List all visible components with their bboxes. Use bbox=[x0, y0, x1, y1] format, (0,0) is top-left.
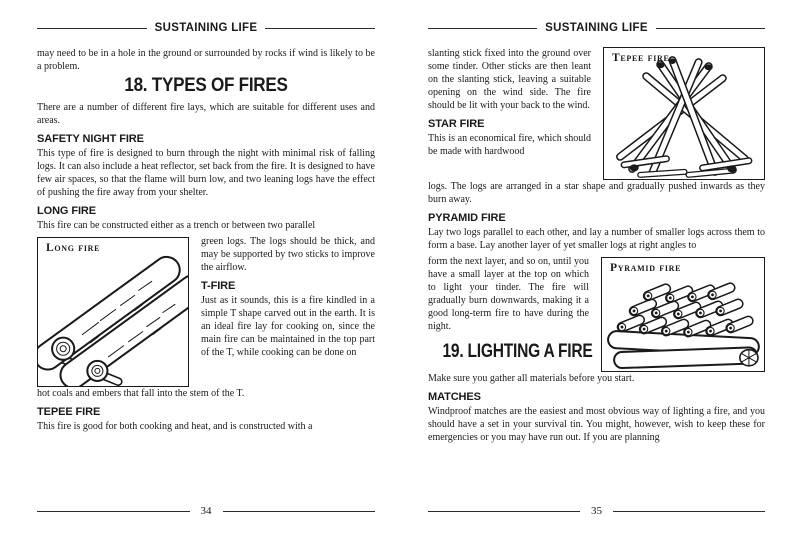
paragraph-t-fire-below: hot coals and embers that fall into the stem of the T. bbox=[37, 388, 245, 399]
paragraph-matches: Windproof matches are the easiest and most obvious way of lighting a fire, and you should have a set in your survival tin. You might, however, wish to keep these for emergencies or you may have run out. If you are planning bbox=[428, 406, 765, 443]
paragraph-t-fire-beside: Just as it sounds, this is a fire kindled in a simple T shape carved out in the earth. It is an ideal fire lay for cooking on, since the main fire can be maintained in the top part of the T, while cooking can be done on bbox=[201, 295, 375, 358]
footer-rule bbox=[613, 511, 765, 512]
paragraph-long-fire-intro: This fire can be constructed either as a trench or between two parallel bbox=[37, 220, 316, 231]
paragraph-chapter-intro: There are a number of different fire lays, which are suitable for different uses and areas. bbox=[37, 102, 375, 126]
chapter-heading-lighting-a-fire: 19. LIGHTING A FIRE bbox=[442, 341, 593, 362]
paragraph-safety-night-fire: This type of fire is designed to burn through the night with minimal risk of falling logs. It can also include a heat reflector, set back from the fire. It is designed to have few air spaces, so that the flame will burn low, and two leaning logs have the effect of pushing the fire away from your shelter. bbox=[37, 148, 375, 198]
footer-rule bbox=[428, 511, 580, 512]
section-heading-star-fire: STAR FIRE bbox=[428, 118, 485, 130]
page-body-right bbox=[428, 47, 765, 505]
section-heading-tepee-fire: TEPEE FIRE bbox=[37, 406, 101, 418]
header-rule bbox=[265, 28, 375, 29]
pyramid-fire-row bbox=[428, 255, 765, 372]
long-fire-illustration bbox=[38, 238, 188, 386]
tepee-fire-illustration bbox=[604, 48, 764, 179]
section-heading-long-fire: LONG FIRE bbox=[37, 205, 96, 217]
figure-pyramid-fire bbox=[601, 257, 765, 372]
long-fire-text-column bbox=[201, 235, 375, 362]
paragraph-star-fire-below: logs. The logs are arranged in a star shape and gradually pushed inwards as they burn away. bbox=[428, 181, 765, 205]
pyramid-text-column bbox=[428, 255, 593, 362]
figure-caption-long-fire: Long fire bbox=[46, 242, 101, 254]
page-footer-right bbox=[428, 505, 765, 517]
paragraph-tepee-fire-start: This fire is good for both cooking and heat, and is constructed with a bbox=[37, 421, 313, 432]
figure-caption-tepee-fire: Tepee fire bbox=[612, 52, 670, 64]
page-body-left bbox=[37, 47, 375, 505]
paragraph-long-fire-beside: green logs. The logs should be thick, and may be supported by two sticks to improve the airflow. bbox=[201, 236, 375, 273]
footer-rule bbox=[37, 511, 190, 512]
running-header-title: SUSTAINING LIFE bbox=[154, 22, 258, 34]
tepee-fire-row bbox=[428, 47, 765, 180]
figure-long-fire bbox=[37, 237, 189, 387]
running-header-left bbox=[37, 22, 375, 34]
header-rule bbox=[428, 28, 537, 29]
figure-tepee-fire bbox=[603, 47, 765, 180]
page-number-left: 34 bbox=[200, 505, 212, 517]
figure-caption-pyramid-fire: Pyramid fire bbox=[610, 262, 682, 274]
page-number-right: 35 bbox=[591, 505, 602, 517]
header-rule bbox=[37, 28, 147, 29]
paragraph-star-fire-beside: This is an economical fire, which should be made with hardwood bbox=[428, 133, 591, 157]
paragraph-tepee-continued: slanting stick fixed into the ground over some tinder. Other sticks are then leant on the slanting stick, leaving a suitable opening on the wind side. The fire should be lit with your back to the wind. bbox=[428, 48, 591, 111]
paragraph-lighting-intro: Make sure you gather all materials before you start. bbox=[428, 373, 635, 384]
long-fire-row bbox=[37, 235, 375, 387]
running-header-title: SUSTAINING LIFE bbox=[545, 22, 648, 34]
running-header-right bbox=[428, 22, 765, 34]
header-rule bbox=[656, 28, 765, 29]
section-heading-t-fire: T-FIRE bbox=[201, 280, 236, 292]
tepee-text-column bbox=[428, 47, 591, 161]
page-right bbox=[400, 0, 800, 533]
chapter-heading-types-of-fires: 18. TYPES OF FIRES bbox=[124, 75, 288, 96]
paragraph-continued: may need to be in a hole in the ground or surrounded by rocks if wind is likely to be a problem. bbox=[37, 48, 375, 72]
page-footer-left bbox=[37, 505, 375, 517]
section-heading-safety-night-fire: SAFETY NIGHT FIRE bbox=[37, 133, 144, 145]
section-heading-pyramid-fire: PYRAMID FIRE bbox=[428, 212, 506, 224]
section-heading-matches: MATCHES bbox=[428, 391, 481, 403]
paragraph-pyramid-beside: form the next layer, and so on, until you have a small layer at the top on which to light your tinder. The fire will gradually burn downwards, making it a good long-term fire to have during the night. bbox=[428, 256, 589, 332]
footer-rule bbox=[223, 511, 376, 512]
paragraph-pyramid-intro: Lay two logs parallel to each other, and lay a number of smaller logs across them to form a base. Lay another layer of yet smaller logs at right angles to bbox=[428, 227, 765, 251]
